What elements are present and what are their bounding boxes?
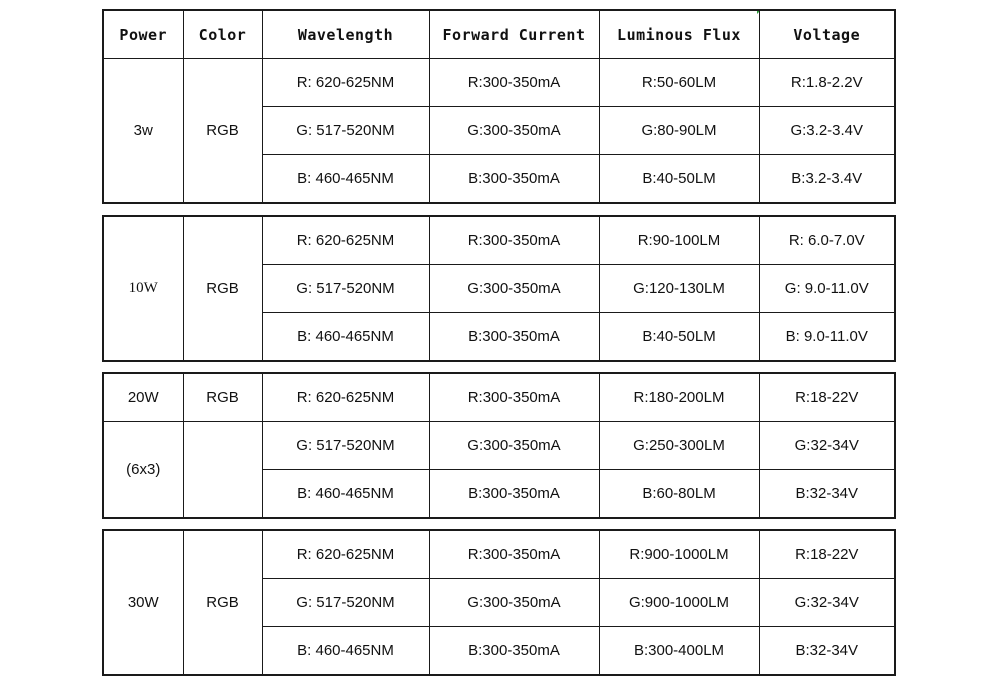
wavelength-cell: B: 460-465NM <box>262 627 429 676</box>
flux-cell: G:120-130LM <box>599 265 759 313</box>
voltage-cell: B:32-34V <box>759 627 895 676</box>
table-row <box>103 530 895 579</box>
power-cell: 20W <box>103 373 183 422</box>
wavelength-cell: R: 620-625NM <box>262 59 429 107</box>
flux-cell: B:300-400LM <box>599 627 759 676</box>
current-cell: B:300-350mA <box>429 155 599 204</box>
header-forward-current: Forward Current <box>429 10 599 59</box>
flux-cell: B:60-80LM <box>599 470 759 519</box>
wavelength-cell: B: 460-465NM <box>262 313 429 362</box>
spec-table-3w <box>102 9 896 204</box>
wavelength-cell: G: 517-520NM <box>262 579 429 627</box>
header-power: Power <box>103 10 183 59</box>
current-cell: R:300-350mA <box>429 59 599 107</box>
flux-cell: B:40-50LM <box>599 155 759 204</box>
voltage-cell: G:32-34V <box>759 579 895 627</box>
color-empty-cell <box>183 422 262 519</box>
voltage-cell: R:1.8-2.2V <box>759 59 895 107</box>
spec-table-10w <box>102 215 896 362</box>
table-row <box>103 59 895 107</box>
table-row <box>103 216 895 265</box>
power-cell: 10W <box>103 216 183 361</box>
current-cell: G:300-350mA <box>429 579 599 627</box>
wavelength-cell: R: 620-625NM <box>262 216 429 265</box>
voltage-cell: B:3.2-3.4V <box>759 155 895 204</box>
header-luminous-flux: Luminous Flux <box>599 10 759 59</box>
voltage-cell: G: 9.0-11.0V <box>759 265 895 313</box>
flux-cell: R:900-1000LM <box>599 530 759 579</box>
spec-table-30w <box>102 529 896 676</box>
header-color: Color <box>183 10 262 59</box>
color-cell: RGB <box>183 216 262 361</box>
voltage-cell: R: 6.0-7.0V <box>759 216 895 265</box>
flux-cell: R:50-60LM <box>599 59 759 107</box>
current-cell: R:300-350mA <box>429 373 599 422</box>
wavelength-cell: G: 517-520NM <box>262 265 429 313</box>
current-cell: G:300-350mA <box>429 422 599 470</box>
spec-table-20w <box>102 372 896 519</box>
voltage-cell: G:3.2-3.4V <box>759 107 895 155</box>
table-row <box>103 373 895 422</box>
current-cell: B:300-350mA <box>429 313 599 362</box>
current-cell: R:300-350mA <box>429 216 599 265</box>
voltage-cell: R:18-22V <box>759 530 895 579</box>
color-cell: RGB <box>183 373 262 422</box>
flux-cell: G:250-300LM <box>599 422 759 470</box>
voltage-cell: B: 9.0-11.0V <box>759 313 895 362</box>
flux-cell: G:900-1000LM <box>599 579 759 627</box>
wavelength-cell: B: 460-465NM <box>262 155 429 204</box>
color-cell: RGB <box>183 530 262 675</box>
current-cell: G:300-350mA <box>429 107 599 155</box>
wavelength-cell: G: 517-520NM <box>262 107 429 155</box>
flux-cell: B:40-50LM <box>599 313 759 362</box>
current-cell: R:300-350mA <box>429 530 599 579</box>
header-row <box>103 10 895 59</box>
power-cell: 30W <box>103 530 183 675</box>
wavelength-cell: R: 620-625NM <box>262 373 429 422</box>
voltage-cell: R:18-22V <box>759 373 895 422</box>
wavelength-cell: G: 517-520NM <box>262 422 429 470</box>
current-cell: B:300-350mA <box>429 470 599 519</box>
header-wavelength: Wavelength <box>262 10 429 59</box>
flux-cell: R:90-100LM <box>599 216 759 265</box>
table-row <box>103 422 895 470</box>
voltage-cell: G:32-34V <box>759 422 895 470</box>
header-voltage: Voltage <box>759 10 895 59</box>
flux-cell: R:180-200LM <box>599 373 759 422</box>
current-cell: G:300-350mA <box>429 265 599 313</box>
power-cell: 3w <box>103 59 183 204</box>
color-cell: RGB <box>183 59 262 204</box>
wavelength-cell: R: 620-625NM <box>262 530 429 579</box>
flux-cell: G:80-90LM <box>599 107 759 155</box>
power-sub-cell: (6x3) <box>103 422 183 519</box>
voltage-cell: B:32-34V <box>759 470 895 519</box>
current-cell: B:300-350mA <box>429 627 599 676</box>
wavelength-cell: B: 460-465NM <box>262 470 429 519</box>
